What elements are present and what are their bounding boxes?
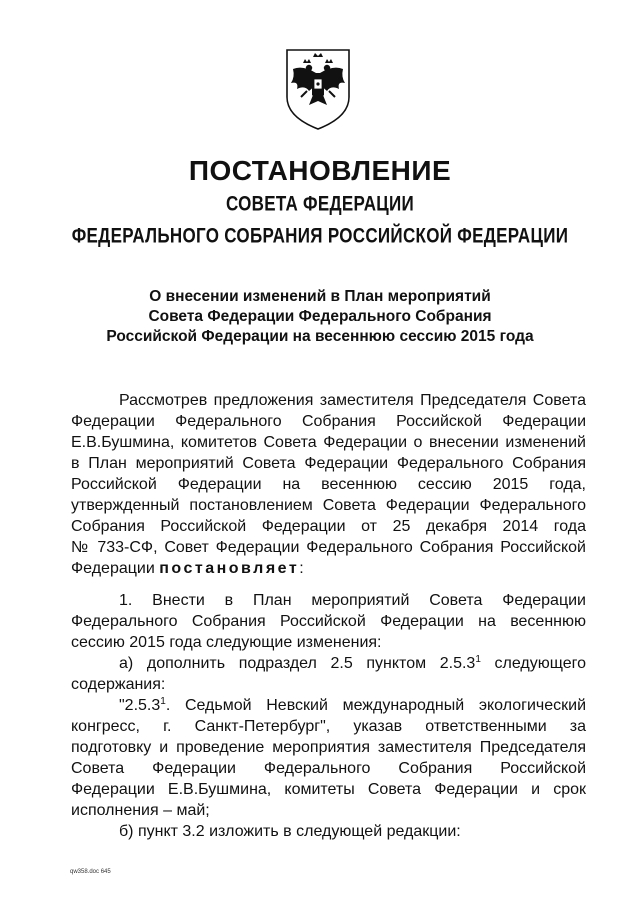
- resolution-heading: [70, 287, 570, 347]
- text-line: в План мероприятий Совета Федерации Федерального Собрания: [71, 455, 586, 472]
- text-line: [71, 653, 586, 674]
- text-fragment: . Седьмой Невский международный экологический: [165, 697, 586, 714]
- text-fragment: :: [299, 560, 304, 577]
- text-line: [71, 695, 586, 716]
- document-title: ПОСТАНОВЛЕНИЕ: [188, 155, 452, 186]
- text-fragment: Федерации: [71, 560, 160, 577]
- item-1-paragraph: [71, 590, 586, 842]
- text-line: подготовку и проведение мероприятия заместителя Председателя: [71, 739, 586, 756]
- text-line: Федерации Федерального Собрания Российской Федерации: [71, 413, 586, 430]
- superscript: 1: [475, 654, 481, 665]
- text-line: исполнения – май;: [71, 802, 210, 819]
- text-line: Федерации Е.В.Бушмина, комитеты Совета Федерации и срок: [71, 781, 586, 798]
- superscript: 1: [160, 696, 166, 707]
- heading-line: О внесении изменений в План мероприятий: [149, 288, 491, 305]
- text-fragment: следующего: [480, 655, 586, 672]
- text-fragment: а) дополнить подраздел 2.5 пунктом 2.5.3: [119, 655, 476, 672]
- text-line: содержания:: [71, 676, 166, 693]
- preamble-paragraph: [71, 390, 586, 579]
- text-line: Собрания Российской Федерации от 25 декабря 2014 года: [71, 518, 586, 535]
- text-line: Совета Федерации Федерального Собрания Российской: [71, 760, 586, 777]
- text-fragment: "2.5.3: [119, 697, 161, 714]
- text-line: № 733-СФ, Совет Федерации Федерального Собрания Российской: [71, 539, 586, 556]
- text-line: Российской Федерации на весеннюю сессию 2015 года,: [71, 476, 586, 493]
- text-line: б) пункт 3.2 изложить в следующей редакции:: [119, 823, 461, 840]
- document-subtitle-assembly: ФЕДЕРАЛЬНОГО СОБРАНИЯ РОССИЙСКОЙ ФЕДЕРАЦИИ: [71, 223, 569, 248]
- text-line: Е.В.Бушмина, комитетов Совета Федерации о внесении изменений: [71, 434, 586, 451]
- document-code: qw358.doc 645: [70, 869, 111, 875]
- document-subtitle-council: СОВЕТА ФЕДЕРАЦИИ: [225, 191, 415, 216]
- heading-line: Российской Федерации на весеннюю сессию 2015 года: [106, 328, 534, 345]
- coat-of-arms-icon: [283, 47, 353, 131]
- text-line: Рассмотрев предложения заместителя Председателя Совета: [119, 392, 586, 409]
- resolves-keyword: постановляет: [159, 560, 300, 577]
- text-line-resolves: [71, 558, 586, 579]
- text-line: утвержденный постановлением Совета Федерации Федерального: [71, 497, 586, 514]
- heading-line: Совета Федерации Федерального Собрания: [148, 308, 492, 325]
- text-line: конгресс, г. Санкт-Петербург", указав ответственными за: [71, 718, 586, 735]
- text-line: 1. Внести в План мероприятий Совета Федерации: [119, 592, 586, 609]
- text-line: сессию 2015 года следующие изменения:: [71, 634, 382, 651]
- text-line: Федерального Собрания Российской Федерации на весеннюю: [71, 613, 586, 630]
